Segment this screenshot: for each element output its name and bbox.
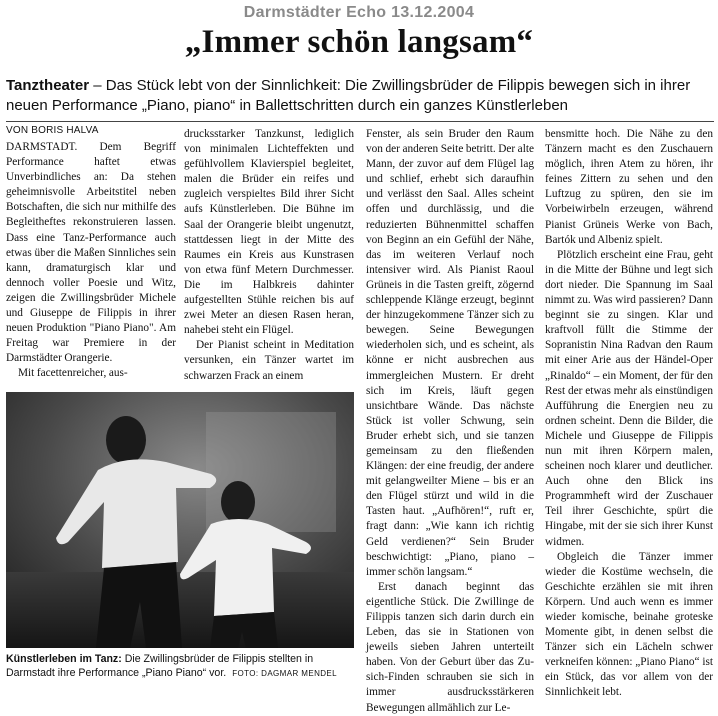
deck-text: – Das Stück lebt von der Sinnlichkeit: Die Zwillingsbrüder de Filippis bewegen sich in ihrer neuen Performance „Piano, piano“ in Ballettschritten durch ein ganzes Künstlerleben [6, 77, 691, 114]
dancers-photo [6, 392, 354, 648]
deck-kicker: Tanztheater [6, 77, 90, 94]
photo-caption [6, 652, 358, 681]
article-column-1 [6, 140, 176, 386]
article-column-2 [184, 127, 354, 389]
paragraph: Obgleich die Tänzer immer wieder die Kostüme wechseln, die Geschichte erzählen sie mit ihren Körpern. Und auch wenn es immer wieder komische, beinahe groteske Momente gibt, in denen selbst die Tänzer sich ein Lächeln schwer verkneifen können: „Piano Piano“ ist ein Stück, das vor allem von der Sinnlichkeit lebt. [545, 550, 713, 699]
paragraph: drucksstarker Tanzkunst, lediglich von minimalen Lichteffekten und gefühlvollem Klavierspiel begleitet, malen die Brüder ein reifes und zugleich verspieltes Bild ihrer Sicht aufs Künstlerleben. Die Bühne im Saal der Orangerie bleibt ungenutzt, stattdessen liegt in der Mitte des Raumes ein Kreis aus Kunstrasen von etwa fünf Metern Durchmesser. Die im Halbkreis dahinter aufgestellten Stühle reichen bis auf zwei Meter an diesen Rasen heran, nahebei steht ein Flügel. [184, 128, 354, 337]
paragraph: DARMSTADT. Dem Begriff Performance haftet etwas Unverbindliches an: Da stehen geheimnisvolle Arbeitstitel neben Botschaften, die sich nur mithilfe des Begleitheftes rekonstruieren lassen. Dass eine Tanz-Performance auch etwas über die Maßen Sinnliches sein kann, dramaturgisch klar und dennoch voller Poesie und Witz, zeigen die Zwillingsbrüder Michele und Giuseppe de Filippis in ihrer neuen Produktion "Piano Piano". Am Freitag war Premiere in der Darmstädter Orangerie. [6, 141, 176, 365]
caption-lead: Künstlerleben im Tanz: [6, 653, 122, 665]
caption-text: Die Zwillingsbrüder de Filippis stellten in Darmstadt ihre Performance „Piano Piano“ vor. [6, 653, 314, 679]
divider-rule [6, 121, 714, 122]
byline: VON BORIS HALVA [6, 125, 99, 136]
photo-credit: FOTO: DAGMAR MENDEL [232, 669, 338, 678]
headline: „Immer schön langsam“ [184, 24, 534, 60]
paragraph: Erst danach beginnt das eigentliche Stück. Die Zwillinge de Filippis tanzen sich darin durch ein Leben, das sie in Stationen von jeweils sieben Jahren unterteilt haben. Von der Geburt über das Zu-sich-Finden schrauben sie sich in immer ausdrucksstärkeren Bewegungen allmählich zur Le- [366, 580, 534, 714]
article-column-3 [366, 127, 534, 714]
newspaper-source: Darmstädter Echo 13.12.2004 [243, 4, 475, 21]
paragraph: Plötzlich erscheint eine Frau, geht in die Mitte der Bühne und legt sich dort nieder. Die Spannung im Saal nimmt zu. Was wird passieren? Dann beginnt sie zu singen. Klar und kraftvoll füllt die Stimme der Sopranistin Nina Radvan den Raum mit einer Arie aus der Händel-Oper „Rinaldo“ – ein Moment, der für den Rest der etwas mehr als einstündigen Aufführung die Energien neu zu ordnen scheint. Denn die Bilder, die Michele und Giuseppe de Filippis nun mit ihren Körpern malen, scheinen noch klarer und deutlicher. Auch ohne den Blick ins Programmheft wird der Zuschauer Teil ihrer Geschichte, spürt die Hingabe, mit der sie sich ihrer Kunst widmen. [545, 248, 713, 548]
dancers-photo-graphic [6, 392, 354, 648]
paragraph: Mit facettenreicher, aus- [18, 367, 128, 380]
deck [6, 76, 714, 116]
paragraph: Der Pianist scheint in Meditation versunken, ein Tänzer wartet im schwarzen Frack an einem [184, 339, 354, 382]
article-column-4 [545, 127, 713, 699]
paragraph: bensmitte hoch. Die Nähe zu den Tänzern macht es den Zuschauern möglich, ihren Atem zu hören, ihr feines Zittern zu sehen und den Luftzug zu spüren, den sie im Vorbeiwirbeln erzeugen, während Pianist Grüneis Werke von Bach, Bartók und Albeniz spielt. [545, 128, 713, 246]
paragraph: Fenster, als sein Bruder den Raum von der anderen Seite betritt. Der alte Mann, der zuvor auf dem Flügel lag und schlief, erhebt sich daraufhin und verlässt den Saal. Alles scheint offen und durchlässig, und die reduzierten Bühnenmittel schaffen von Beginn an ein Gefühl der Nähe, das im weiteren Verlauf noch intensiver wird. Als Pianist Raoul Grüneis in die Tasten greift, zögernd schleppende Klänge erzeugt, beginnt der hinzugekommene Tänzer sich zu bewegen. Seine Bewegungen wiederholen sich, und es scheint, als könne er nicht ausbrechen aus immergleichen Mustern. Er dreht sich im Kreis, läuft gegen unsichtbare Wände. Das nächste Stück ist voller Schwung, sein Bruder erhebt sich, und sie tanzen gemeinsam zu den fließenden Klängen: der eine freudig, der andere mit gelangweilter Miene – bis er an den Flügel stürzt und wild in die Tasten haut. „Aufhören!“, ruft er, fragt dann: „Wie kann ich richtig Geld verdienen?“ Sein Bruder beschwichtigt: „Piano, piano – immer schön langsam.“ [366, 128, 534, 578]
